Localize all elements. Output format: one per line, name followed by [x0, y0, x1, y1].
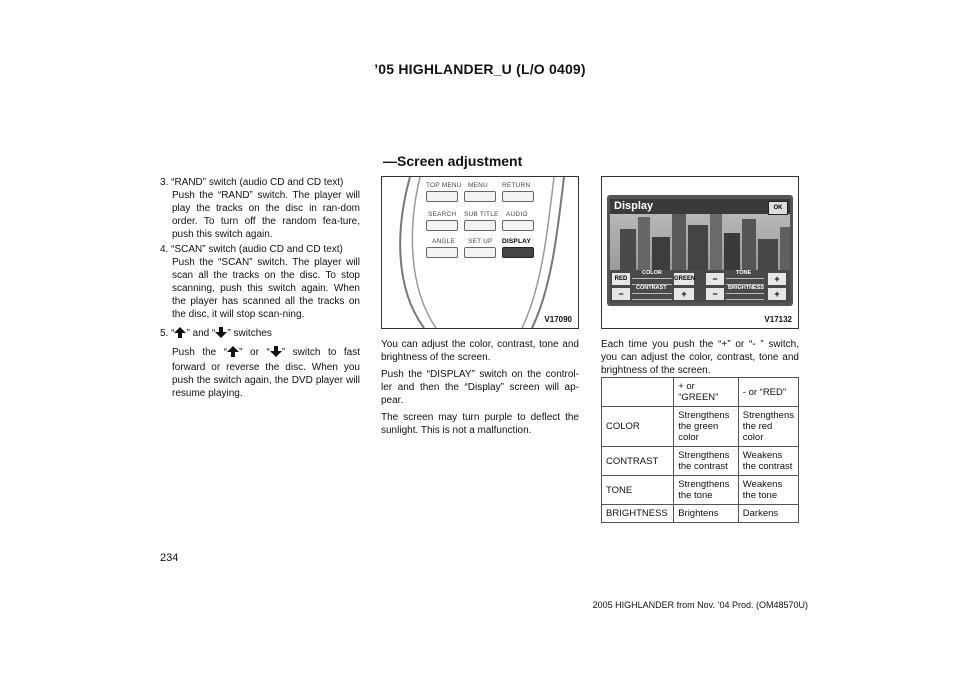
display-contrast-label: CONTRAST [636, 285, 667, 291]
adjustment-table [601, 377, 799, 523]
remote-angle-button [426, 247, 458, 258]
table-row [602, 447, 799, 476]
display-color-scale [632, 278, 672, 285]
button-label-menu: MENU [468, 182, 488, 189]
display-red-button [612, 273, 630, 285]
display-tone-plus-label: + [774, 274, 780, 284]
display-green-label: GREEN [674, 276, 696, 282]
right-paragraph-1: Each time you push the “+” or “- ” switch, you can adjust the color, contrast, tone and brightness of the screen. [601, 339, 799, 376]
display-contrast-plus-button [674, 288, 694, 300]
remote-audio-button [502, 220, 534, 231]
section-heading: —Screen adjustment [383, 153, 523, 169]
fast-forward-icon [174, 327, 186, 342]
table-header-cell: + or “GREEN” [674, 378, 739, 407]
button-label-setup: SET UP [468, 238, 493, 245]
display-brightness-minus-label: − [712, 289, 718, 299]
reverse-icon [215, 327, 227, 342]
item5-title [160, 327, 360, 342]
table-header-row [602, 378, 799, 407]
table-row [602, 476, 799, 505]
table-header-cell: - or “RED” [738, 378, 798, 407]
item5-suffix: ” switches [227, 328, 272, 339]
table-cell: Darkens [738, 505, 798, 523]
reverse-icon [270, 346, 282, 361]
item4-body: Push the “SCAN” switch. The player will scan all the tracks on the disc. To stop scanning, push this switch again. When the player has scanned all the tracks on the disc, it will stop scan-ning. [172, 257, 360, 320]
table-cell: Strengthens the tone [674, 476, 739, 505]
middle-text [381, 338, 579, 437]
table-cell: Weakens the contrast [738, 447, 798, 476]
fast-forward-icon [227, 346, 239, 361]
display-brightness-scale [726, 293, 764, 300]
remote-return-button [502, 191, 534, 202]
middle-paragraph-1: You can adjust the color, contrast, tone and brightness of the screen. [381, 339, 579, 363]
display-ok-button [768, 201, 788, 215]
display-brightness-minus-button [706, 288, 724, 300]
table-row [602, 505, 799, 523]
display-red-label: RED [614, 276, 628, 282]
item3-title: 3. “RAND” switch (audio CD and CD text) [160, 177, 344, 188]
page-number: 234 [160, 552, 179, 564]
remote-subtitle-button [464, 220, 496, 231]
item5-body-prefix: Push the “ [172, 347, 228, 358]
button-label-top-menu: TOP MENU [426, 182, 462, 189]
item3-body: Push the “RAND” switch. The player will play the tracks on the disc in ran-dom order. To turn off the random fea-ture, push this switch again. [172, 190, 360, 240]
display-brightness-label: BRIGHTNESS [728, 285, 765, 291]
figure-label: V17132 [764, 315, 792, 324]
table-cell: CONTRAST [602, 447, 674, 476]
display-tone-minus-label: − [712, 274, 718, 284]
item5-body-suffix: ” switch to fast forward or reverse the disc. When you push the switch again, the DVD player will resume playing. [172, 347, 360, 399]
figure-display-screen [601, 176, 799, 329]
button-label-audio: AUDIO [506, 211, 528, 218]
left-column [160, 176, 360, 400]
display-contrast-minus-label: − [618, 289, 624, 299]
button-label-return: RETURN [502, 182, 531, 189]
display-contrast-plus-label: + [681, 289, 687, 299]
middle-paragraph-2: Push the “DISPLAY” switch on the control-ler and then the “Display” screen will ap-pear. [381, 369, 579, 406]
item5-body-mid: ” or “ [239, 347, 270, 358]
display-screen-title: Display [614, 200, 654, 212]
display-tone-scale [726, 278, 764, 285]
button-label-display: DISPLAY [502, 238, 531, 245]
display-brightness-plus-label: + [774, 289, 780, 299]
page-header-title: ’05 HIGHLANDER_U (L/O 0409) [374, 61, 586, 77]
display-contrast-scale [632, 293, 672, 300]
item5-body [160, 346, 360, 400]
right-text [601, 338, 799, 377]
remote-top-menu-button [426, 191, 458, 202]
table-cell: Strengthens the green color [674, 407, 739, 447]
item4-title: 4. “SCAN” switch (audio CD and CD text) [160, 244, 343, 255]
table-cell: BRIGHTNESS [602, 505, 674, 523]
figure-label: V17090 [544, 315, 572, 324]
table-cell: Weakens the tone [738, 476, 798, 505]
table-cell: Strengthens the contrast [674, 447, 739, 476]
table-cell: Brightens [674, 505, 739, 523]
footer-text: 2005 HIGHLANDER from Nov. ’04 Prod. (OM48570U) [592, 600, 808, 610]
item5-mid: ” and “ [186, 328, 216, 339]
remote-display-button [502, 247, 534, 258]
display-green-button [674, 273, 694, 285]
button-label-angle: ANGLE [432, 238, 456, 245]
button-label-search: SEARCH [428, 211, 457, 218]
display-ok-label: OK [773, 205, 783, 211]
display-color-label: COLOR [642, 270, 662, 276]
table-cell: COLOR [602, 407, 674, 447]
table-cell: TONE [602, 476, 674, 505]
display-tone-plus-button [768, 273, 786, 285]
display-tone-minus-button [706, 273, 724, 285]
button-label-subtitle: SUB TITLE [464, 211, 499, 218]
display-brightness-plus-button [768, 288, 786, 300]
middle-paragraph-3: The screen may turn purple to deflect the sunlight. This is not a malfunction. [381, 412, 579, 436]
table-header-cell [602, 378, 674, 407]
display-contrast-minus-button [612, 288, 630, 300]
remote-menu-button [464, 191, 496, 202]
table-cell: Strengthens the red color [738, 407, 798, 447]
item5-prefix: 5. “ [160, 328, 175, 339]
table-row [602, 407, 799, 447]
figure-remote-controller [381, 176, 579, 329]
remote-setup-button [464, 247, 496, 258]
remote-search-button [426, 220, 458, 231]
display-tone-label: TONE [736, 270, 752, 276]
